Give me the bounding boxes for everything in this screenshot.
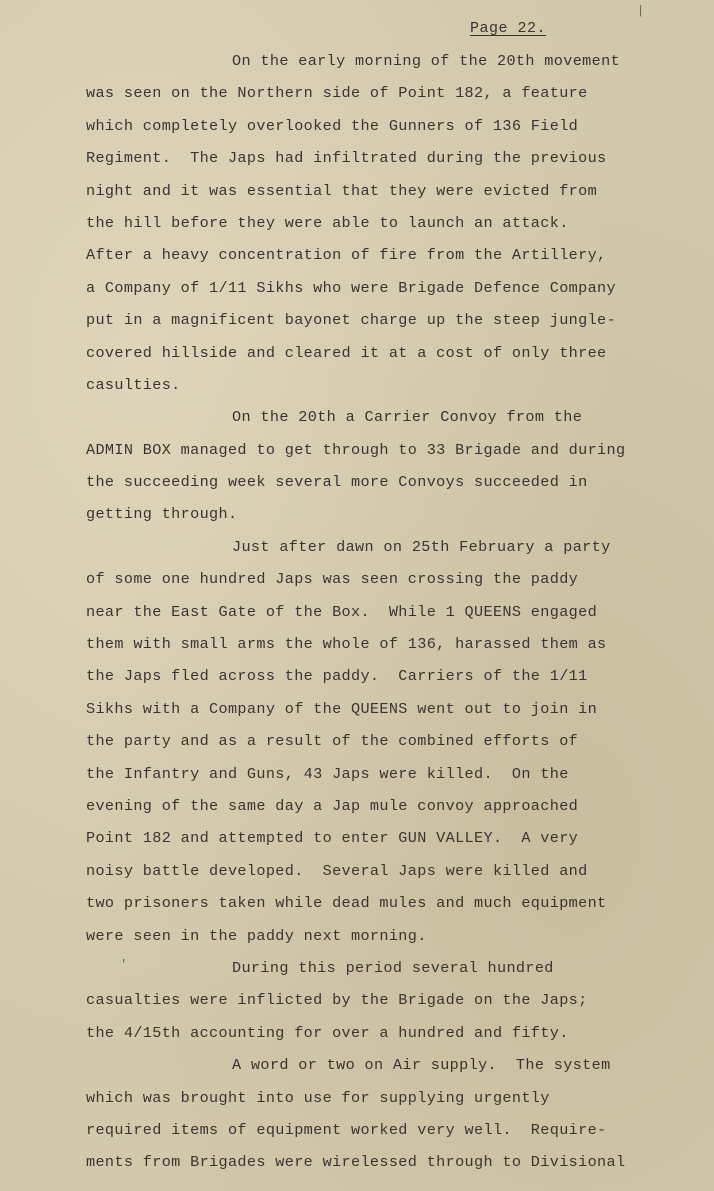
text-line: ADMIN BOX managed to get through to 33 Brigade and during — [86, 440, 626, 459]
text-line: was seen on the Northern side of Point 182, a feature — [86, 84, 588, 103]
text-line: covered hillside and cleared it at a cost of only three — [86, 343, 607, 362]
text-line: them with small arms the whole of 136, harassed them as — [86, 635, 607, 654]
text-line: getting through. — [86, 505, 238, 524]
text-line: the Infantry and Guns, 43 Japs were killed. On the — [86, 764, 569, 783]
text-line: which was brought into use for supplying urgently — [86, 1088, 550, 1107]
text-line: Regiment. The Japs had infiltrated during the previous — [86, 149, 607, 168]
text-line: casulties. — [86, 375, 181, 394]
text-line: noisy battle developed. Several Japs were killed and — [86, 861, 588, 880]
stray-mark: | — [637, 4, 645, 18]
text-line: A word or two on Air supply. The system — [232, 1056, 611, 1075]
text-line: casualties were inflicted by the Brigade on the Japs; — [86, 991, 588, 1010]
text-line: near the East Gate of the Box. While 1 QUEENS engaged — [86, 602, 598, 621]
text-line: the party and as a result of the combined efforts of — [86, 732, 579, 751]
text-line: the Japs fled across the paddy. Carriers of the 1/11 — [86, 667, 588, 686]
text-line: evening of the same day a Jap mule convoy approached — [86, 796, 579, 815]
text-line: which completely overlooked the Gunners of 136 Field — [86, 116, 579, 135]
text-line: were seen in the paddy next morning. — [86, 926, 427, 945]
text-line: a Company of 1/11 Sikhs who were Brigade Defence Company — [86, 278, 616, 297]
body-text — [86, 45, 646, 1179]
text-line: Just after dawn on 25th February a party — [232, 537, 611, 556]
text-line: ments from Brigades were wirelessed through to Divisional — [86, 1153, 626, 1172]
text-line: On the early morning of the 20th movement — [232, 52, 621, 70]
text-line: Sikhs with a Company of the QUEENS went out to join in — [86, 699, 598, 718]
text-line: After a heavy concentration of fire from the Artillery, — [86, 246, 607, 265]
text-line: the hill before they were able to launch an attack. — [86, 213, 569, 232]
page-number: Page 22. — [470, 20, 547, 37]
stray-mark: ' — [120, 958, 128, 972]
text-line: the 4/15th accounting for over a hundred and fifty. — [86, 1023, 569, 1042]
text-line: of some one hundred Japs was seen crossing the paddy — [86, 570, 579, 589]
text-line: two prisoners taken while dead mules and much equipment — [86, 894, 607, 913]
text-line: On the 20th a Carrier Convoy from the — [232, 408, 583, 427]
text-line: During this period several hundred — [232, 958, 554, 977]
text-line: the succeeding week several more Convoys succeeded in — [86, 473, 588, 492]
text-line: night and it was essential that they were evicted from — [86, 181, 598, 200]
text-line: required items of equipment worked very well. Require- — [86, 1120, 607, 1139]
text-line: put in a magnificent bayonet charge up the steep jungle- — [86, 311, 616, 330]
text-line: Point 182 and attempted to enter GUN VALLEY. A very — [86, 829, 579, 848]
